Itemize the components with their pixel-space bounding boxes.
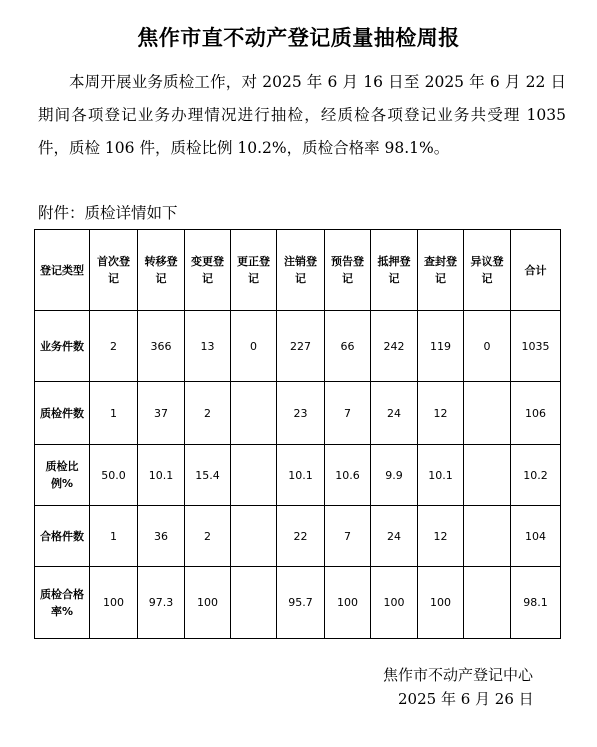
table-cell <box>231 445 277 506</box>
table-cell: 12 <box>418 506 464 567</box>
table-cell: 106 <box>511 382 561 445</box>
table-cell: 100 <box>90 567 138 639</box>
table-cell: 1035 <box>511 311 561 382</box>
header-cell-type: 登记类型 <box>35 230 90 311</box>
header-cell-change: 变更登记 <box>185 230 231 311</box>
table-cell: 227 <box>277 311 325 382</box>
row-label: 业务件数 <box>35 311 90 382</box>
table-row <box>35 311 561 382</box>
table-cell: 9.9 <box>371 445 418 506</box>
table-cell: 2 <box>185 506 231 567</box>
table-cell <box>231 567 277 639</box>
table-cell: 10.2 <box>511 445 561 506</box>
table-cell: 242 <box>371 311 418 382</box>
inspection-table <box>34 229 561 639</box>
issue-date: 2025 年 6 月 26 日 <box>398 690 534 708</box>
header-cell-notice: 预告登记 <box>325 230 371 311</box>
table-cell: 1 <box>90 506 138 567</box>
table-cell: 36 <box>138 506 185 567</box>
table-cell: 13 <box>185 311 231 382</box>
table-cell: 37 <box>138 382 185 445</box>
row-label: 质检比例% <box>35 445 90 506</box>
issuing-organization: 焦作市不动产登记中心 <box>383 666 534 684</box>
table-cell: 119 <box>418 311 464 382</box>
table-cell: 24 <box>371 382 418 445</box>
table-cell: 2 <box>185 382 231 445</box>
header-cell-first: 首次登记 <box>90 230 138 311</box>
table-cell: 23 <box>277 382 325 445</box>
table-cell: 100 <box>418 567 464 639</box>
table-cell <box>464 445 511 506</box>
table-cell: 10.1 <box>138 445 185 506</box>
table-cell: 100 <box>371 567 418 639</box>
table-cell: 100 <box>185 567 231 639</box>
table-cell: 0 <box>231 311 277 382</box>
table-cell <box>464 382 511 445</box>
header-cell-seizure: 查封登记 <box>418 230 464 311</box>
table-cell <box>464 567 511 639</box>
header-cell-correction: 更正登记 <box>231 230 277 311</box>
table-cell: 12 <box>418 382 464 445</box>
header-cell-transfer: 转移登记 <box>138 230 185 311</box>
table-row <box>35 445 561 506</box>
table-cell: 0 <box>464 311 511 382</box>
table-cell: 95.7 <box>277 567 325 639</box>
table-cell <box>231 506 277 567</box>
table-row <box>35 506 561 567</box>
attachment-note: 附件：质检详情如下 <box>38 204 178 222</box>
table-cell: 7 <box>325 506 371 567</box>
table-row <box>35 567 561 639</box>
table-cell: 10.6 <box>325 445 371 506</box>
table-cell: 50.0 <box>90 445 138 506</box>
table-cell: 22 <box>277 506 325 567</box>
summary-paragraph: 本周开展业务质检工作，对 2025 年 6 月 16 日至 2025 年 6 月 22 日期间各项登记业务办理情况进行抽检，经质检各项登记业务共受理 1035 件，质检 106 件，质检比例 10.2%，质检合格率 98.1%。 <box>38 73 566 157</box>
row-label: 质检合格率% <box>35 567 90 639</box>
table-cell: 10.1 <box>277 445 325 506</box>
row-label: 质检件数 <box>35 382 90 445</box>
table-cell: 98.1 <box>511 567 561 639</box>
table-cell: 2 <box>90 311 138 382</box>
table-cell <box>231 382 277 445</box>
table-cell: 15.4 <box>185 445 231 506</box>
table-cell: 66 <box>325 311 371 382</box>
header-cell-cancel: 注销登记 <box>277 230 325 311</box>
page-title: 焦作市直不动产登记质量抽检周报 <box>137 26 460 50</box>
table-cell: 24 <box>371 506 418 567</box>
table-cell: 10.1 <box>418 445 464 506</box>
row-label: 合格件数 <box>35 506 90 567</box>
table-cell: 104 <box>511 506 561 567</box>
header-cell-objection: 异议登记 <box>464 230 511 311</box>
table-cell: 100 <box>325 567 371 639</box>
table-row <box>35 382 561 445</box>
table-cell: 366 <box>138 311 185 382</box>
table-cell: 97.3 <box>138 567 185 639</box>
table-cell <box>464 506 511 567</box>
table-cell: 1 <box>90 382 138 445</box>
header-cell-mortgage: 抵押登记 <box>371 230 418 311</box>
table-cell: 7 <box>325 382 371 445</box>
header-cell-total: 合计 <box>511 230 561 311</box>
table-header-row <box>35 230 561 311</box>
